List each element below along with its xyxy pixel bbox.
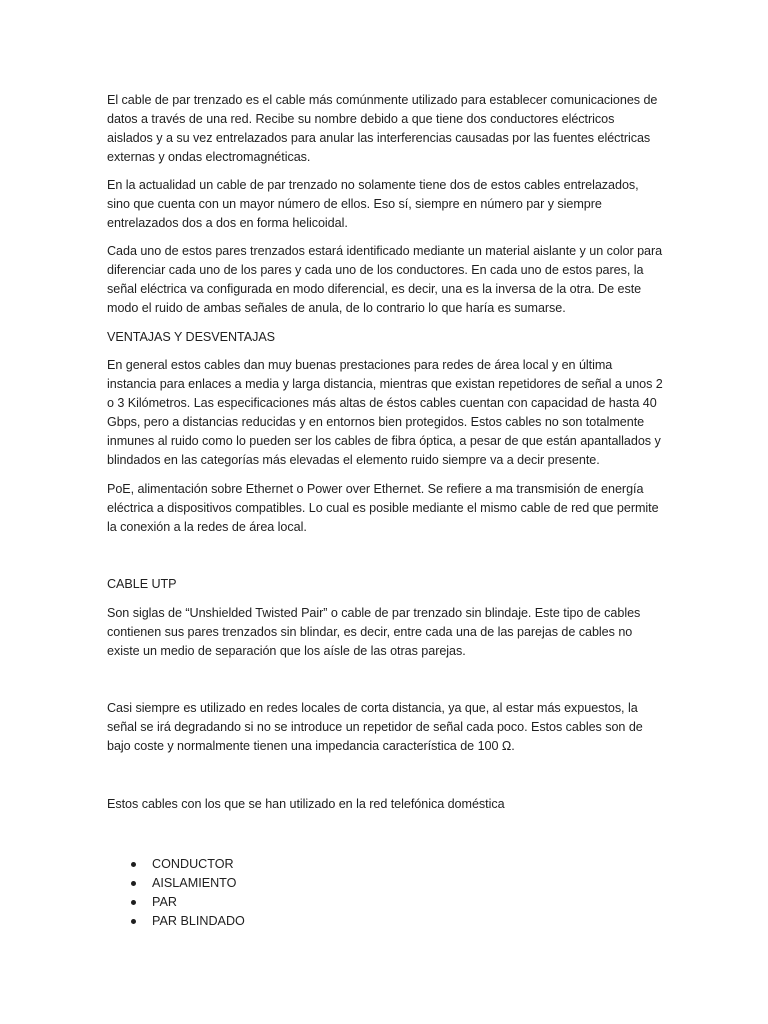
list-item	[107, 855, 245, 874]
paragraph-poe: PoE, alimentación sobre Ethernet o Power over Ethernet. Se refiere a ma transmisión de energía eléctrica a dispositivos compatibles. Lo cual es posible mediante el mismo cable de red que permite la conexión a la redes de área local.	[107, 482, 659, 534]
heading-cable-utp: CABLE UTP	[107, 577, 177, 591]
paragraph-red-telefonica: Estos cables con los que se han utilizado en la red telefónica doméstica	[107, 797, 505, 811]
paragraph-utp-siglas: Son siglas de “Unshielded Twisted Pair” o cable de par trenzado sin blindaje. Este tipo de cables contienen sus pares trenzados sin blindar, es decir, entre cada una de las parejas de cables no existe un medio de separación que los aísle de las otras parejas.	[107, 606, 641, 658]
list-item	[107, 893, 245, 912]
list-item-label: PAR	[152, 895, 177, 909]
list-item-label: AISLAMIENTO	[152, 876, 237, 890]
paragraph-actualidad: En la actualidad un cable de par trenzado no solamente tiene dos de estos cables entrelazados, sino que cuenta con un mayor número de ellos. Eso sí, siempre en número par y siempre entrelazados dos a dos en forma helicoidal.	[107, 178, 639, 230]
bullet-list	[107, 855, 245, 931]
paragraph-pares: Cada uno de estos pares trenzados estará identificado mediante un material aislante y un color para diferenciar cada uno de los pares y cada uno de los conductores. En cada uno de estos pares, la señal eléctrica va configurada en modo diferencial, es decir, una es la inversa de la otra. De este modo el ruido de ambas señales de anula, de lo contrario lo que haría es sumarse.	[107, 244, 663, 315]
paragraph-intro: El cable de par trenzado es el cable más comúnmente utilizado para establecer comunicaciones de datos a través de una red. Recibe su nombre debido a que tiene dos conductores eléctricos aislados y a su vez entrelazados para anular las interferencias causadas por las fuentes eléctricas externas y ondas electromagnéticas.	[107, 93, 658, 164]
bullet-icon	[131, 900, 136, 905]
list-item-label: CONDUCTOR	[152, 857, 234, 871]
paragraph-ventajas: En general estos cables dan muy buenas prestaciones para redes de área local y en última instancia para enlaces a media y larga distancia, mientras que existan repetidores de señal a unos 2 o 3 Kilómetros. Las especificaciones más altas de éstos cables cuentan con capacidad de hasta 40 Gbps, pero a distancias reducidas y en entornos bien protegidos. Estos cables no son totalmente inmunes al ruido como lo pueden ser los cables de fibra óptica, a pesar de que están apantallados y blindados en las categorías más elevadas el elemento ruido siempre va a decir presente.	[107, 358, 663, 467]
paragraph-utp-uso: Casi siempre es utilizado en redes locales de corta distancia, ya que, al estar más expuestos, la señal se irá degradando si no se introduce un repetidor de señal cada poco. Estos cables son de bajo coste y normalmente tienen una impedancia característica de 100 Ω.	[107, 701, 643, 753]
bullet-icon	[131, 881, 136, 886]
bullet-icon	[131, 919, 136, 924]
list-item	[107, 874, 245, 893]
bullet-icon	[131, 862, 136, 867]
list-item-label: PAR BLINDADO	[152, 914, 245, 928]
heading-ventajas: VENTAJAS Y DESVENTAJAS	[107, 330, 276, 344]
list-item	[107, 912, 245, 931]
